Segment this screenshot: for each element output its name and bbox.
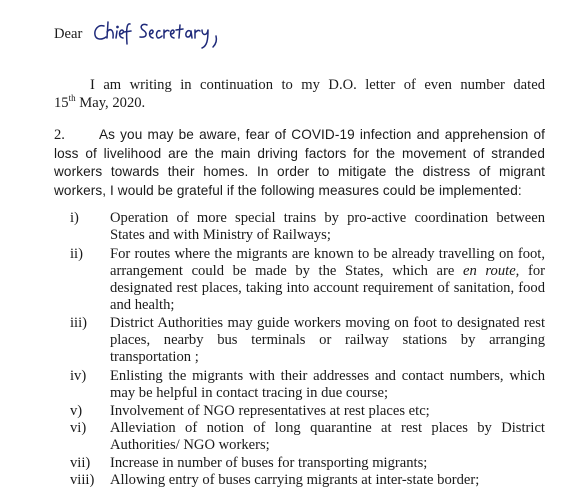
list-item-text-before: For routes where the migrants are known to be already travelling on foot, arrangement could be made by the States, which are [110, 246, 545, 279]
salutation-dear: Dear [54, 26, 83, 42]
list-item-number: viii) [70, 472, 95, 488]
list-item-text: Involvement of NGO representatives at rest places etc; [110, 403, 430, 419]
list-item [54, 315, 545, 366]
list-item [54, 246, 545, 314]
list-item-text: Enlisting the migrants with their addresses and contact numbers, which may be helpful in contact tracing in due course; [110, 368, 545, 401]
paragraph-1-date-rest: May, 2020. [75, 94, 146, 111]
list-item-number: vi) [70, 420, 87, 436]
list-item [54, 210, 545, 244]
paragraph-2-text: As you may be aware, fear of COVID-19 infection and apprehension of loss of livelihood are the main driving factors for the movement of stranded workers towards their homes. In order to mitigate the distress of migrant workers, I would be grateful if the following measures could be implemented: [54, 127, 545, 198]
list-item-text: District Authorities may guide workers moving on foot to designated rest places, nearby bus terminals or railway stations by arranging transportation ; [110, 315, 545, 365]
salutation [54, 26, 82, 43]
paragraph-1-date-day: 15 [54, 94, 69, 111]
paragraph-1-date-suffix: th [68, 92, 76, 103]
handwritten-addressee [92, 16, 232, 52]
paragraph-1-text: I am writing in continuation to my D.O. letter of even number dated [90, 77, 545, 93]
list-item [54, 455, 545, 472]
list-item [54, 368, 545, 402]
list-item-text: Operation of more special trains by pro-active coordination between States and with Ministry of Railways; [110, 210, 545, 243]
paragraph-2-number: 2. [54, 127, 65, 143]
list-item-text [110, 246, 545, 314]
list-item-text-italic: en route, [462, 263, 520, 279]
list-item-number: vii) [70, 455, 91, 471]
list-item-text-after: for designated rest places, taking into account requirement of sanitation, food and health; [110, 263, 545, 313]
list-item-number: i) [70, 210, 79, 226]
paragraph-2 [54, 126, 545, 200]
list-item [54, 420, 545, 454]
list-item-text: Alleviation of notion of long quarantine at rest places by District Authorities/ NGO workers; [110, 420, 545, 453]
list-item-text: Increase in number of buses for transporting migrants; [110, 455, 428, 471]
measures-list [54, 210, 545, 489]
list-item [54, 403, 545, 420]
list-item-number: iii) [70, 315, 88, 331]
list-item-text: Allowing entry of buses carrying migrants at inter-state border; [110, 472, 480, 488]
list-item-number: ii) [70, 246, 83, 262]
paragraph-1 [54, 77, 545, 112]
list-item-number: v) [70, 403, 83, 419]
list-item-number: iv) [70, 368, 87, 384]
